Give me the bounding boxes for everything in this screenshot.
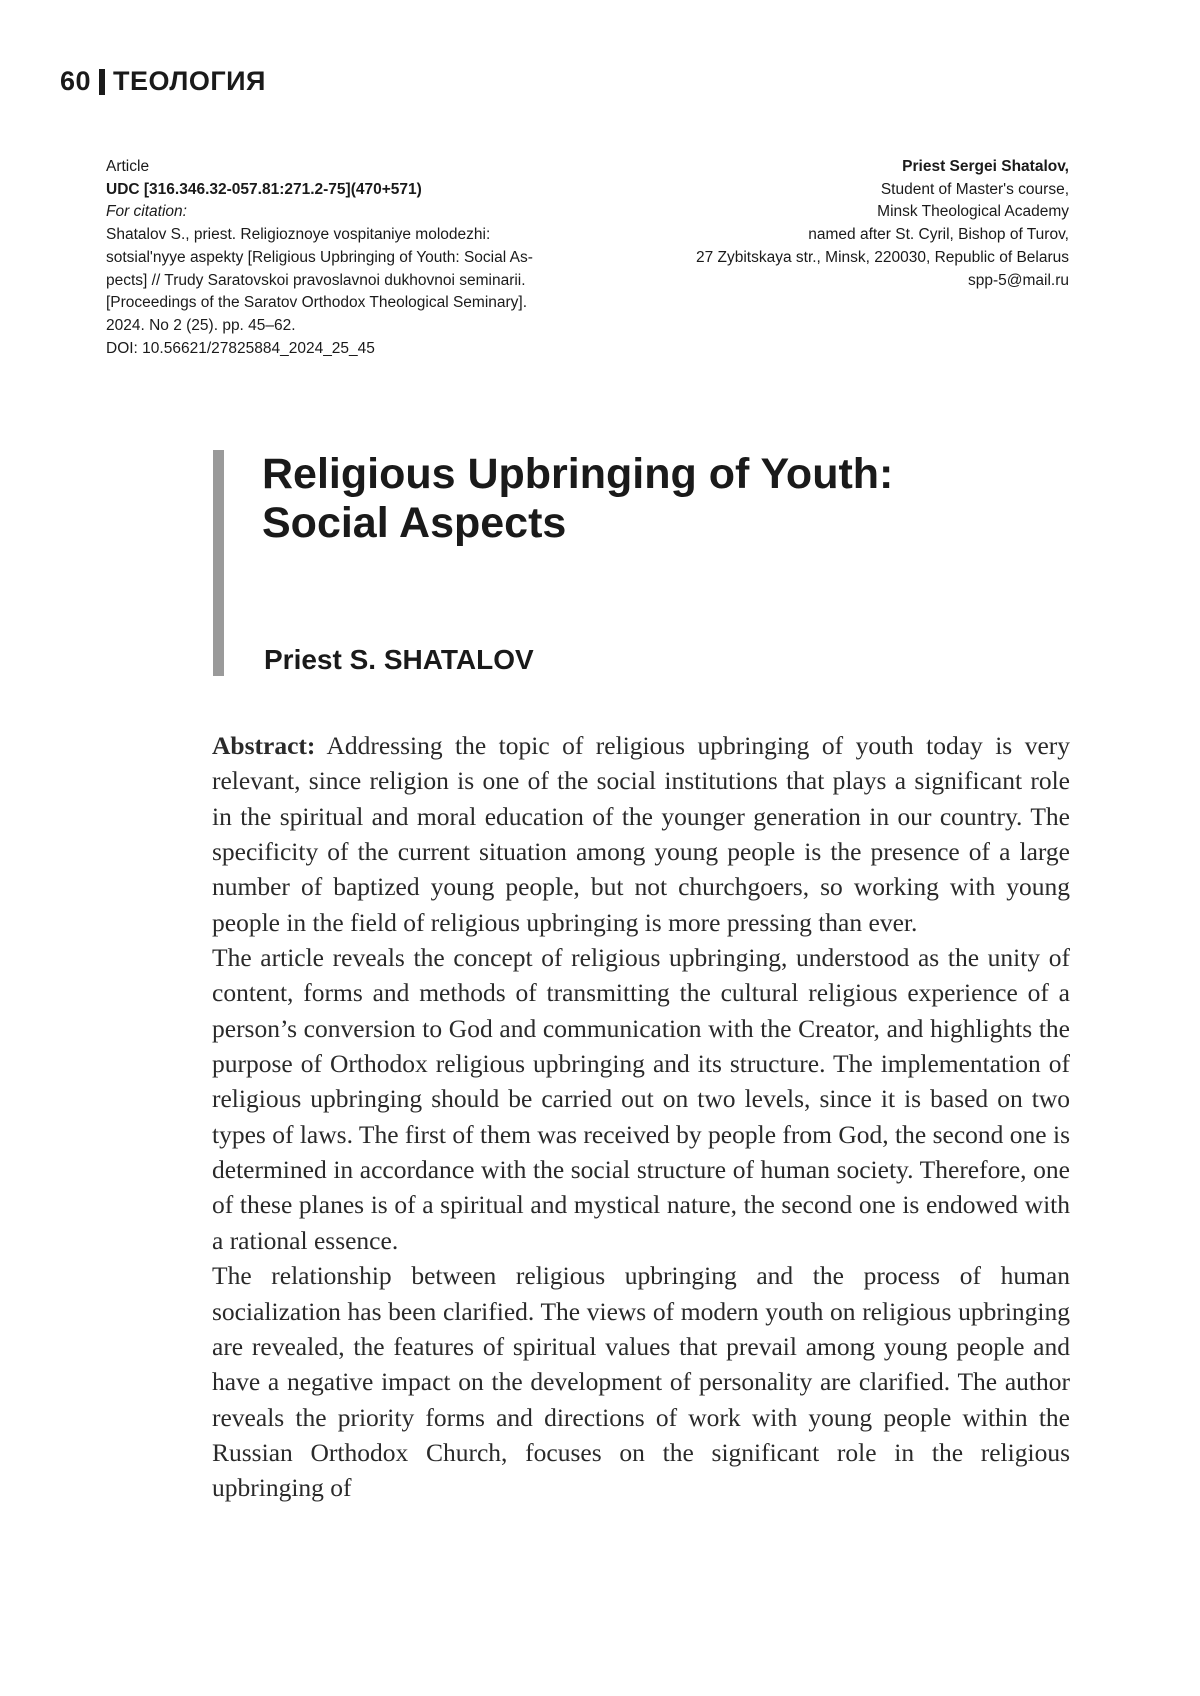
abstract: [212, 728, 1070, 1506]
citation-line: sotsial'nyye aspekty [Religious Upbringing of Youth: Social As-: [106, 248, 533, 266]
byline: Priest S. SHATALOV: [264, 644, 534, 675]
udc-code: UDC [316.346.32-057.81:271.2-75](470+571): [106, 180, 422, 198]
article-title-line-2: Social Aspects: [262, 499, 567, 547]
for-citation-label: For citation:: [106, 203, 187, 221]
author-affiliation-line: named after St. Cyril, Bishop of Turov,: [808, 226, 1069, 244]
page-number: 60: [60, 66, 92, 96]
author-email: spp-5@mail.ru: [967, 271, 1069, 289]
citation-line: 2024. No 2 (25). pp. 45–62.: [106, 316, 296, 334]
abstract-label: Abstract:: [212, 731, 316, 760]
author-affiliation-line: Minsk Theological Academy: [877, 203, 1069, 221]
running-head-separator: [99, 69, 105, 95]
abstract-paragraph-1: [212, 728, 1070, 940]
title-block: [213, 450, 1063, 676]
citation-line: Shatalov S., priest. Religioznoye vospitaniye molodezhi:: [106, 226, 491, 244]
article-title-line-1: Religious Upbringing of Youth:: [262, 450, 894, 498]
journal-section: ТЕОЛОГИЯ: [113, 66, 266, 96]
running-head: [60, 66, 266, 97]
abstract-paragraph-3: The relationship between religious upbringing and the process of human socialization has been clarified. The views of modern youth on religious upbringing are revealed, the features of spiritual values that prevail among young people and have a negative impact on the development of personality are clarified. The author reveals the priority forms and directions of work with young people within the Russian Orthodox Church, focuses on the significant role in the religious upbringing of: [212, 1261, 1070, 1503]
article-title: [262, 450, 893, 548]
citation-line: pects] // Trudy Saratovskoi pravoslavnoi dukhovnoi seminarii.: [106, 271, 526, 289]
article-meta: [106, 156, 576, 360]
citation-line: [Proceedings of the Saratov Orthodox Theological Seminary].: [106, 294, 528, 312]
title-accent-bar: [213, 450, 224, 676]
author-name: Priest Sergei Shatalov,: [902, 158, 1069, 175]
doi: DOI: 10.56621/27825884_2024_25_45: [106, 339, 375, 357]
abstract-paragraph-2: The article reveals the concept of religious upbringing, understood as the unity of content, forms and methods of transmitting the cultural religious experience of a person’s conversion to God and communication with the Creator, and highlights the purpose of Orthodox religious upbringing and its structure. The implementation of religious upbringing should be carried out on two levels, since it is based on two types of laws. The first of them was received by people from God, the second one is determined in accordance with the social structure of human society. Therefore, one of these planes is of a spiritual and mystical nature, the second one is endowed with a rational essence.: [212, 943, 1070, 1255]
abstract-paragraph-1-text: Addressing the topic of religious upbringing of youth today is very relevant, since religion is one of the social institutions that plays a significant role in the spiritual and moral education of the younger generation in our country. The specificity of the current situation among young people is the presence of a large number of baptized young people, but not churchgoers, so working with young people in the field of religious upbringing is more pressing than ever.: [212, 731, 1070, 937]
author-affiliation-line: Student of Master's course,: [880, 180, 1069, 198]
article-type: Article: [106, 158, 150, 175]
author-address: 27 Zybitskaya str., Minsk, 220030, Republic of Belarus: [695, 248, 1069, 266]
author-info: [549, 156, 1069, 292]
